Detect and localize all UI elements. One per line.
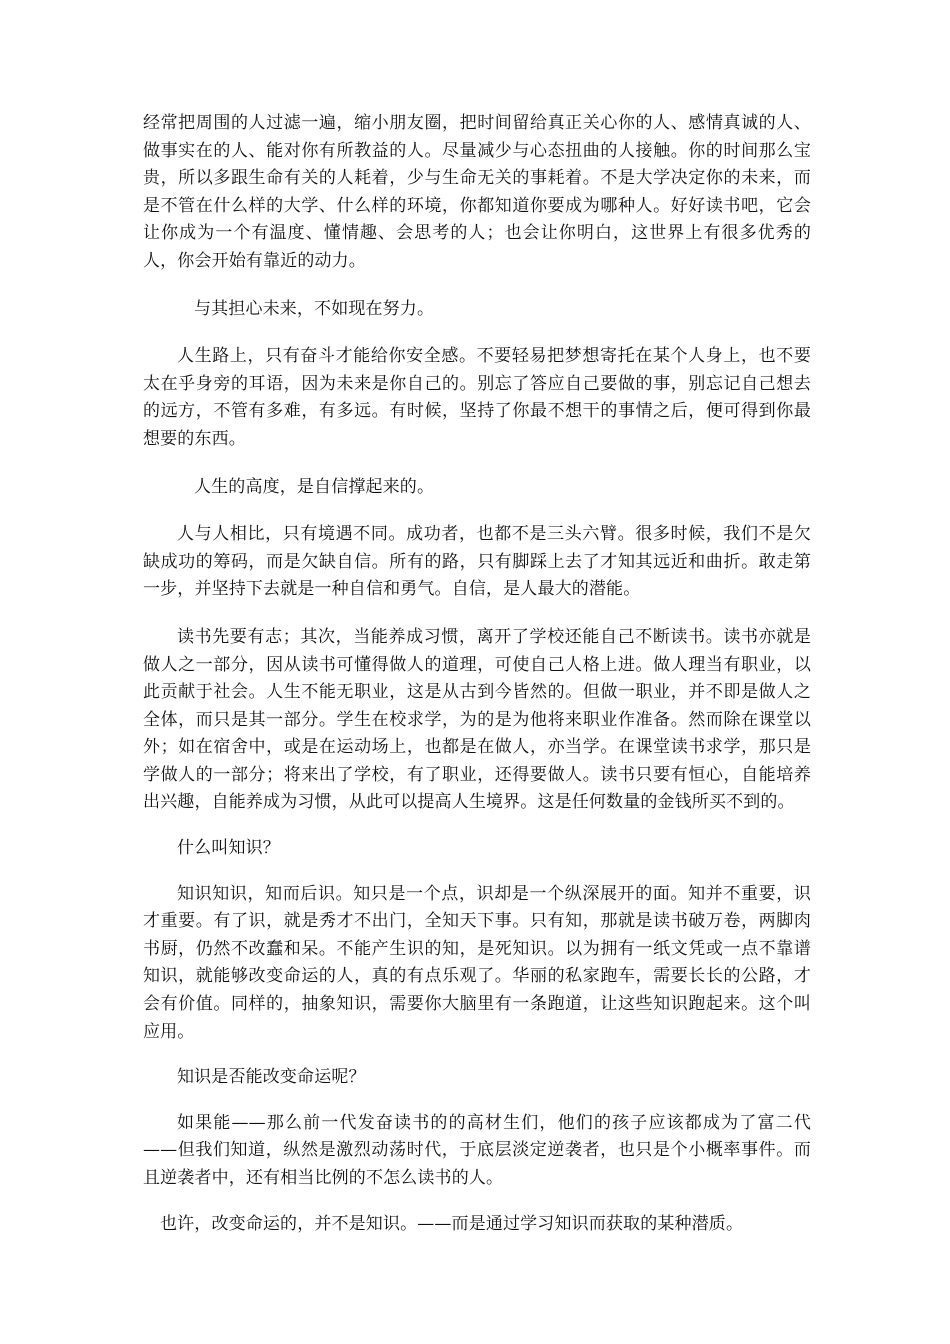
paragraph-heading-4: 知识是否能改变命运呢？: [177, 1067, 366, 1088]
paragraph-6: 如果能——那么前一代发奋读书的的高材生们，他们的孩子应该都成为了富二代——但我们知道，纵然是激烈动荡时代，于底层淡定逆袭者，也只是个小概率事件。而且逆袭者中，还有相当比例的不怎么读书的人。: [143, 1112, 811, 1188]
paragraph-5: 知识知识，知而后识。知只是一个点，识却是一个纵深展开的面。知并不重要，识才重要。有了识，就是秀才不出门，全知天下事。只有知，那就是读书破万卷，两脚肉书厨，仍然不改蠢和呆。不能产生识的知，是死知识。以为拥有一纸文凭或一点不靠谱知识，就能够改变命运的人，真的有点乐观了。华丽的私家跑车，需要长长的公路，才会有价值。同样的，抽象知识，需要你大脑里有一条跑道，让这些知识跑起来。这个叫应用。: [143, 883, 811, 1042]
paragraph-heading-1: 与其担心未来，不如现在努力。: [194, 298, 435, 319]
paragraph-2: 人生路上，只有奋斗才能给你安全感。不要轻易把梦想寄托在某个人身上，也不要太在乎身旁的耳语，因为未来是你自己的。别忘了答应自己要做的事，别忘记自己想去的远方，不管有多难，有多远。有时候，坚持了你最不想干的事情之后，便可得到你最想要的东西。: [143, 346, 811, 449]
paragraph-4: 读书先要有志；其次，当能养成习惯，离开了学校还能自己不断读书。读书亦就是做人之一部分，因从读书可懂得做人的道理，可使自己人格上进。做人理当有职业，以此贡献于社会。人生不能无职业，这是从古到今皆然的。但做一职业，并不即是做人之全体，而只是其一部分。学生在校求学，为的是为他将来职业作准备。然而除在课堂以外；如在宿舍中，或是在运动场上，也都是在做人，亦当学。在课堂读书求学，那只是学做人的一部分；将来出了学校，有了职业，还得要做人。读书只要有恒心，自能培养出兴趣，自能养成为习惯，从此可以提高人生境界。这是任何数量的金钱所买不到的。: [143, 626, 811, 813]
paragraph-1: 经常把周围的人过滤一遍，缩小朋友圈，把时间留给真正关心你的人、感情真诚的人、做事实在的人、能对你有所教益的人。尽量减少与心态扭曲的人接触。你的时间那么宝贵，所以多跟生命有关的人耗着，少与生命无关的事耗着。不是大学决定你的未来，而是不管在什么样的大学、什么样的环境，你都知道你要成为哪种人。好好读书吧，它会让你成为一个有温度、懂情趣、会思考的人；也会让你明白，这世界上有很多优秀的人，你会开始有靠近的动力。: [143, 113, 811, 271]
paragraph-heading-3: 什么叫知识？: [177, 838, 280, 859]
paragraph-3: 人与人相比，只有境遇不同。成功者，也都不是三头六臂。很多时候，我们不是欠缺成功的筹码，而是欠缺自信。所有的路，只有脚踩上去了才知其远近和曲折。敢走第一步，并坚持下去就是一种自信和勇气。自信，是人最大的潜能。: [143, 524, 811, 600]
paragraph-7: 也许，改变命运的，并不是知识。——而是通过学习知识而获取的某种潜质。: [160, 1213, 744, 1234]
paragraph-heading-2: 人生的高度，是自信撑起来的。: [194, 476, 435, 497]
document-body: [143, 110, 811, 1238]
